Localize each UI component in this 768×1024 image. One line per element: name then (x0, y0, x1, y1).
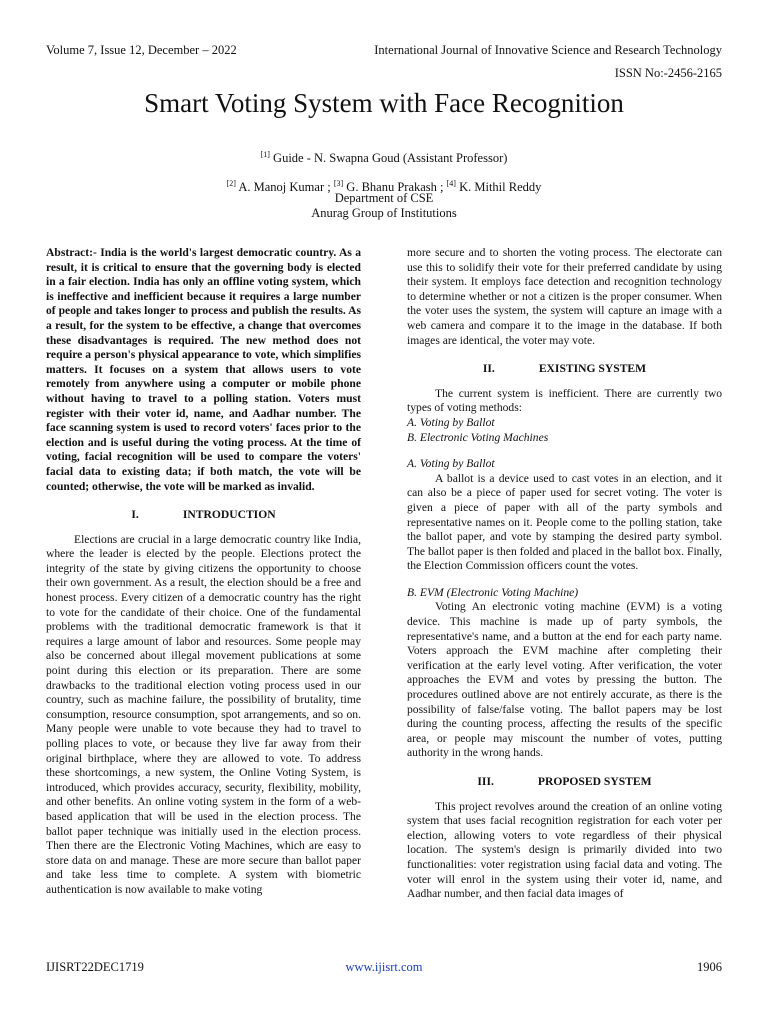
list-item (407, 431, 722, 446)
left-column (46, 246, 361, 898)
right-column (407, 246, 722, 902)
section-number: I. (131, 508, 139, 522)
section-heading-existing-system (407, 362, 722, 377)
journal-name: International Journal of Innovative Science and Research Technology (374, 43, 722, 57)
volume-info: Volume 7, Issue 12, December – 2022 (46, 43, 237, 57)
guide-name: Guide - N. Swapna Goud (Assistant Professor) (269, 151, 508, 166)
author-ref: [4] (446, 179, 456, 188)
section-number: II. (482, 362, 495, 376)
section-heading-proposed-system (407, 775, 722, 790)
section-title: INTRODUCTION (182, 508, 276, 522)
paper-code: IJISRT22DEC1719 (46, 960, 144, 974)
section-number: III. (477, 775, 494, 788)
section-title: EXISTING SYSTEM (538, 362, 647, 376)
evm-text: Voting An electronic voting machine (EVM) is a voting device. This machine is made up of party symbols, the representative's name, and a button at the end for each party name. Voters approach the EVM machine after completing their verification at the early level voting. After verification, the voter approaches the EVM and votes by pressing the button. The procedures outlined above are not entirely accurate, as there is the possibility of false/false voting. The ballot papers may be lost during the counting process, affecting the results of the specific area, or people may miscount the number of votes, putting authority in the wrong hands. (407, 600, 722, 760)
section-heading-introduction (46, 508, 361, 523)
list-item (407, 416, 722, 431)
author-name: K. Mithil Reddy (455, 180, 542, 195)
author-ref: [3] (333, 179, 344, 188)
author-ref: [2] (226, 179, 236, 188)
section-title: PROPOSED SYSTEM (537, 775, 652, 788)
author-name: A. Manoj Kumar ; (235, 180, 334, 195)
list-item-b: B. Electronic Voting Machines (407, 430, 549, 444)
institution: Anurag Group of Institutions (311, 206, 457, 220)
subsection-title-evm: B. EVM (Electronic Voting Machine) (407, 585, 579, 599)
journal-url-link[interactable]: www.ijisrt.com (345, 960, 423, 974)
guide-line (0, 147, 768, 166)
author-name: G. Bhanu Prakash ; (343, 180, 447, 195)
paper-title: Smart Voting System with Face Recognition (144, 88, 624, 118)
department: Department of CSE (334, 191, 434, 205)
issn: ISSN No:-2456-2165 (614, 66, 722, 80)
subsection-title-ballot: A. Voting by Ballot (407, 457, 495, 471)
introduction-text: Elections are crucial in a large democratic country like India, where the leader is elected by the people. Elections protect the integrity of the state by giving citizens the opportunity to choose their own government. As a result, the election should be a free and honest process. Every citizen of a democratic country has the right to vote for the candidate of their choice. One of the fundamental problems with the traditional democratic framework is that it requires a large amount of labor and resources. Some people may also be concerned about illegal movement publications at some point during this election or its preparation. There are some drawbacks to the traditional election voting process used in our country, such as machine failure, the possibility of brutality, time consumption, resource consumption, spot arrangements, and so on. Many people were unable to vote because they had to travel to polling places to vote, or because they live far away from their original birthplace, where they are allowed to vote. To address these shortcomings, a new system, the Online Voting System, is introduced, which provides accuracy, security, flexibility, mobility, and other benefits. An online voting system in the form of a web-based application that will be used in the election process. The ballot paper technique was initially used in the election process. Then there are the Electronic Voting Machines, which are easy to store data on and manage. These are more secure than ballot paper and take less time to complete. A system with biometric authentication is now available to make voting (46, 532, 361, 896)
page-number: 1906 (697, 960, 722, 974)
abstract: Abstract:- India is the world's largest democratic country. As a result, it is critical to ensure that the governing body is elected in a fair election. India has only an offline voting system, which is ineffective and inefficient because it requires a large number of people and takes longer to process and publish the results. As a result, for the system to be effective, a change that overcomes these disadvantages is required. The new method does not require a person's physical appearance to vote, which simplifies matters. It focuses on a system that allows users to vote remotely from anywhere using a computer or mobile phone without having to travel to a polling station. Voters must register with their voter id, name, and Aadhar number. The face scanning system is used to record voters' faces prior to the election and is useful during the voting process. At the time of voting, facial recognition will be used to compare the voters' facial data to existing data; if both match, the vote will be counted; otherwise, the vote will be marked as invalid. (46, 246, 361, 493)
list-item-a: A. Voting by Ballot (407, 415, 495, 429)
guide-ref: [1] (260, 150, 270, 159)
ballot-text: A ballot is a device used to cast votes in an election, and it can also be a piece of paper used for secret voting. The voter is given a piece of paper with all of the party symbols and representative names on it. People come to the polling station, take the ballot paper, and vote by stamping the desired party symbol. The ballot paper is then folded and placed in the ballot box. Finally, the Election Commission officers count the votes. (407, 471, 722, 573)
existing-system-intro: The current system is inefficient. There are currently two types of voting methods: (407, 386, 722, 415)
introduction-continued: more secure and to shorten the voting process. The electorate can use this to solidify their vote for their preferred candidate by using their system. It employs face detection and recognition technology to determine whether or not a citizen is the proper consumer. When the voter uses the system, the system will capture an image with a web camera and compare it to the image in the database. If both images are identical, the voter may vote. (407, 246, 722, 347)
proposed-system-text: This project revolves around the creation of an online voting system that uses facial recognition registration for each voter per election, allowing voters to vote regardless of their physical location. The system's design is primarily divided into two functionalities: voter registration using facial data and voting. The voter will enrol in the system using their voter id, name, and Aadhar number, and then facial data images of (407, 799, 722, 901)
